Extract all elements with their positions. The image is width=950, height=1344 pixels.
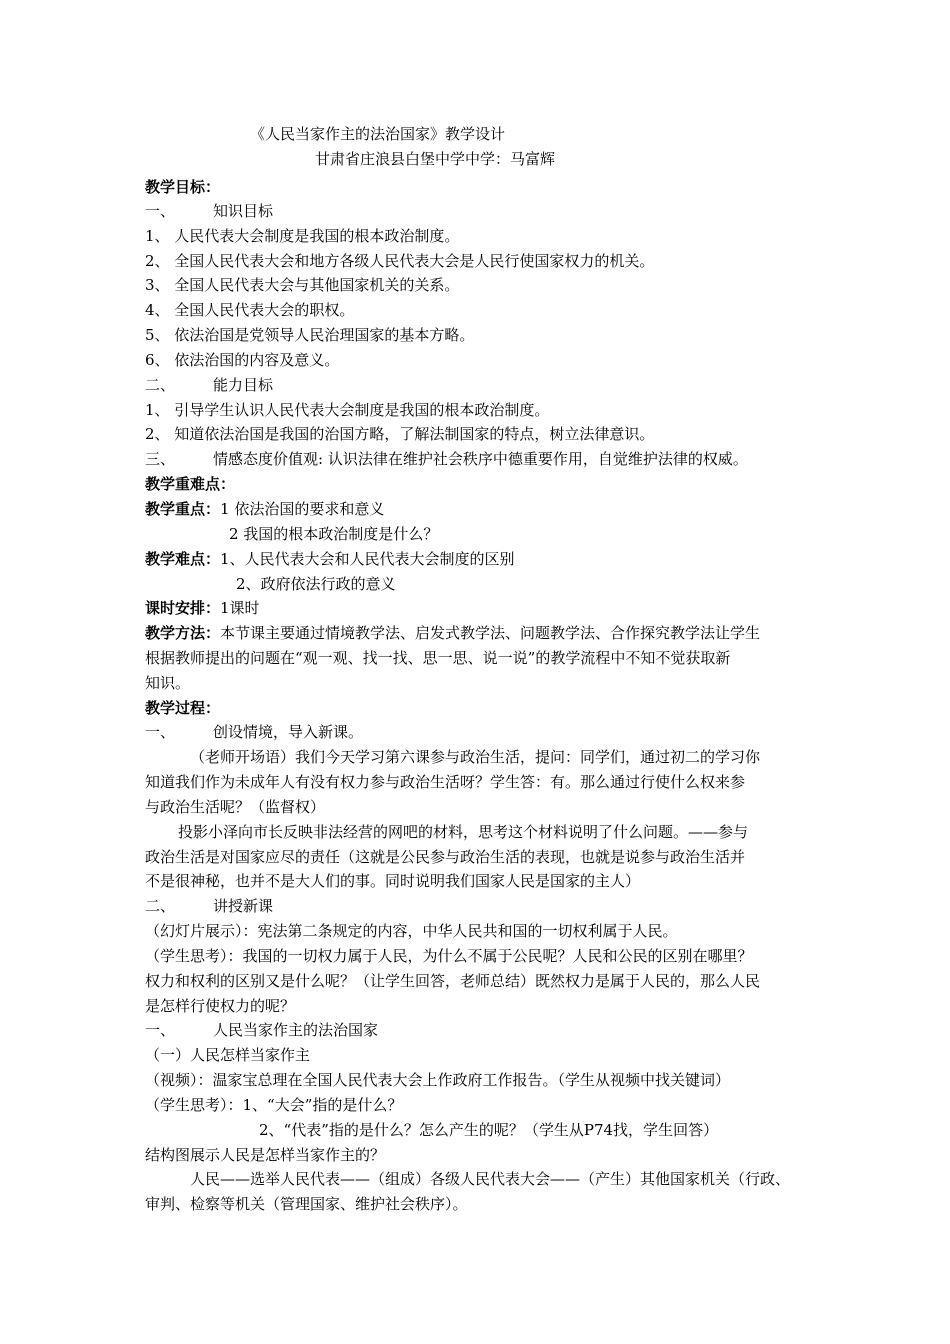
paragraph-line: 审判、检察等机关（管理国家、维护社会秩序）。 [145,1195,468,1213]
key-points-heading: 教学重难点： [145,475,236,493]
goals-heading: 教学目标： [145,178,221,196]
paragraph-line: 2、“代表”指的是什么？怎么产生的呢？（学生从P74找，学生回答） [259,1121,719,1139]
knowledge-item: 4、 全国人民代表大会的职权。 [145,301,355,319]
paragraph-line: （学生思考）：1、“大会”指的是什么？ [145,1096,403,1114]
paragraph-line: （学生思考）：我国的一切权力属于人民，为什么不属于公民呢？人民和公民的区别在哪里？ [145,947,753,965]
knowledge-item: 1、 人民代表大会制度是我国的根本政治制度。 [145,227,460,245]
focus-line-2: 2 我国的根本政治制度是什么？ [229,525,439,543]
knowledge-item: 5、 依法治国是党领导人民治理国家的基本方略。 [145,326,475,344]
ability-goal-heading: 二、 能力目标 [145,376,274,394]
ability-item: 2、 知道依法治国是我国的治国方略，了解法制国家的特点，树立法律意识。 [145,425,655,443]
process-step-2: 二、 讲授新课 [145,897,274,915]
ability-item: 1、 引导学生认识人民代表大会制度是我国的根本政治制度。 [145,401,550,419]
paragraph-line: （老师开场语）我们今天学习第六课参与政治生活，提问：同学们，通过初二的学习你 [190,748,761,766]
method-line: 根据教师提出的问题在“观一观、找一找、思一思、说一说”的教学流程中不知不觉获取新 [145,649,731,667]
document-title: 《人民当家作主的法治国家》教学设计 [250,125,506,143]
paragraph-line: 结构图展示人民是怎样当家作主的？ [145,1146,386,1164]
document-author: 甘肃省庄浪县白堡中学中学：马富辉 [315,150,556,168]
process-step-1: 一、 创设情境，导入新课。 [145,723,364,741]
subsection-heading: （一）人民怎样当家作主 [145,1046,311,1064]
paragraph-line: 投影小泽向市长反映非法经营的网吧的材料，思考这个材料说明了什么问题。——参与 [178,823,749,841]
difficulty-line: 教学难点：1、人民代表大会和人民代表大会制度的区别 [145,550,515,568]
emotion-goal: 三、 情感态度价值观: 认识法律在维护社会秩序中德重要作用，自觉维护法律的权威。 [145,450,748,468]
paragraph-line: （视频）：温家宝总理在全国人民代表大会上作政府工作报告。（学生从视频中找关键词） [145,1071,731,1089]
paragraph-line: 人民——选举人民代表——（组成）各级人民代表大会——（产生）其他国家机关（行政、 [190,1170,791,1188]
section-heading: 一、 人民当家作主的法治国家 [145,1021,379,1039]
knowledge-item: 6、 依法治国的内容及意义。 [145,351,340,369]
focus-line: 教学重点：1 依法治国的要求和意义 [145,500,385,518]
method-line: 教学方法：本节课主要通过情境教学法、启发式教学法、问题教学法、合作探究教学法让学生 [145,624,761,642]
paragraph-line: 不是很神秘，也并不是大人们的事。同时说明我们国家人民是国家的主人） [145,872,641,890]
paragraph-line: 知道我们作为未成年人有没有权力参与政治生活呀？学生答：有。那么通过行使什么权来参 [145,773,746,791]
schedule-line: 课时安排：1课时 [145,599,260,617]
difficulty-line-2: 2、政府依法行政的意义 [236,575,396,593]
paragraph-line: 权力和权利的区别又是什么呢？（让学生回答，老师总结）既然权力是属于人民的，那么人民 [145,972,761,990]
knowledge-item: 2、 全国人民代表大会和地方各级人民代表大会是人民行使国家权力的机关。 [145,252,655,270]
knowledge-item: 3、 全国人民代表大会与其他国家机关的关系。 [145,276,460,294]
paragraph-line: 是怎样行使权力的呢？ [145,997,296,1015]
process-heading: 教学过程： [145,699,221,717]
knowledge-goal-heading: 一、 知识目标 [145,202,274,220]
paragraph-line: 政治生活是对国家应尽的责任（这就是公民参与政治生活的表现，也就是说参与政治生活并 [145,848,746,866]
paragraph-line: 与政治生活呢？（监督权） [145,798,326,816]
paragraph-line: （幻灯片展示）：宪法第二条规定的内容，中华人民共和国的一切权利属于人民。 [145,922,678,940]
method-line: 知识。 [145,674,191,692]
